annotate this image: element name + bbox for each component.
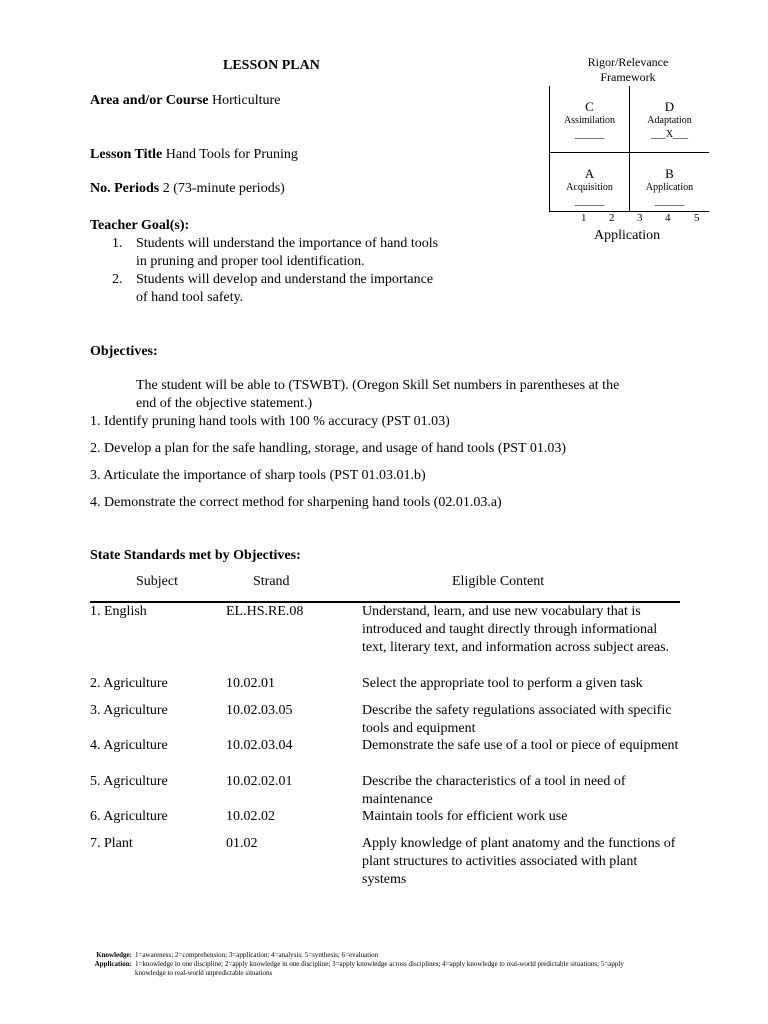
column-header-strand: Strand	[253, 574, 290, 589]
axis-tick: 2	[609, 212, 615, 224]
cell-subject: 4. Agriculture	[90, 738, 168, 753]
column-header-subject: Subject	[136, 574, 178, 589]
application-text: knowledge to real-world unpredictable situations	[135, 969, 273, 977]
area-label: Area and/or Course	[90, 93, 209, 108]
framework-title-line: Rigor/Relevance	[587, 55, 669, 69]
objective-item: 4. Demonstrate the correct method for sharpening hand tools (02.01.03.a)	[90, 495, 502, 510]
objectives-intro: end of the objective statement.)	[136, 396, 313, 411]
quadrant-word: Assimilation	[563, 115, 616, 126]
objective-item: 3. Articulate the importance of sharp tools (PST 01.03.01.b)	[90, 468, 426, 483]
cell-content: Describe the characteristics of a tool in need of maintenance	[362, 774, 626, 807]
cell-strand: 01.02	[226, 836, 258, 851]
axis-tick: 3	[637, 212, 643, 224]
cell-subject: 2. Agriculture	[90, 676, 168, 691]
cell-strand: EL.HS.RE.08	[226, 604, 304, 619]
goal-text: in pruning and proper tool identification.	[136, 254, 365, 269]
lesson-title-value: Hand Tools for Pruning	[165, 147, 298, 162]
cell-subject: 6. Agriculture	[90, 809, 168, 824]
cell-subject: 3. Agriculture	[90, 703, 168, 718]
goal-number: 1.	[112, 236, 123, 251]
teacher-goal-heading: Teacher Goal(s):	[90, 218, 190, 233]
cell-strand: 10.02.02	[226, 809, 275, 824]
application-text: 1=knowledge in one discipline; 2=apply knowledge in one discipline; 3=apply knowledge across disciplines; 4=apply knowledge to real-world predictable situations; 5=apply	[135, 960, 624, 968]
quadrant-letter: C	[585, 99, 594, 114]
periods-value: 2 (73-minute periods)	[162, 181, 285, 196]
standards-heading: State Standards met by Objectives:	[90, 548, 301, 563]
area-value: Horticulture	[211, 93, 281, 108]
quadrant-c	[550, 100, 629, 142]
periods-label: No. Periods	[90, 181, 160, 196]
quadrant-letter: A	[584, 166, 595, 181]
quadrant-letter: D	[664, 99, 675, 114]
goal-text: Students will develop and understand the importance	[136, 272, 434, 287]
periods-field	[90, 180, 285, 197]
cell-subject: 5. Agriculture	[90, 774, 168, 789]
quadrant-word: Acquisition	[566, 182, 613, 193]
cell-strand: 10.02.02.01	[226, 774, 293, 789]
framework-title	[548, 55, 708, 85]
quadrant-mark: ______	[574, 129, 605, 140]
cell-content: Understand, learn, and use new vocabulary that is introduced and taught directly through informational text, literary text, and information across subject areas.	[362, 604, 670, 655]
quadrant-a	[550, 167, 629, 209]
cell-content: Demonstrate the safe use of a tool or piece of equipment	[362, 738, 679, 753]
cell-content: Select the appropriate tool to perform a given task	[362, 676, 643, 691]
cell-content: Apply knowledge of plant anatomy and the functions of plant structures to activities associated with plant systems	[362, 836, 676, 887]
axis-label: Application	[594, 228, 661, 243]
cell-subject: 7. Plant	[90, 836, 133, 851]
framework-title-line: Framework	[600, 70, 656, 84]
cell-content: Maintain tools for efficient work use	[362, 809, 568, 824]
knowledge-label: Knowledge:	[96, 951, 132, 959]
quadrant-d	[630, 100, 709, 142]
quadrant-mark: ___X___	[650, 129, 689, 140]
axis-tick: 5	[694, 212, 700, 224]
page-title: LESSON PLAN	[223, 58, 320, 73]
axis-tick: 4	[665, 212, 671, 224]
application-label: Application:	[94, 960, 132, 968]
footer-legend	[90, 951, 624, 978]
column-header-content: Eligible Content	[452, 574, 545, 589]
quadrant-b	[630, 167, 709, 209]
cell-strand: 10.02.03.04	[226, 738, 293, 753]
quadrant-letter: B	[665, 166, 674, 181]
objectives-heading: Objectives:	[90, 344, 158, 359]
lesson-title-label: Lesson Title	[90, 147, 163, 162]
grid-line	[549, 152, 709, 153]
goal-text: Students will understand the importance of hand tools	[136, 236, 439, 251]
objective-item: 2. Develop a plan for the safe handling, storage, and usage of hand tools (PST 01.03)	[90, 441, 567, 456]
knowledge-text: 1=awareness; 2=comprehension; 3=application; 4=analysis; 5=synthesis; 6=evaluation	[135, 951, 379, 959]
quadrant-mark: ______	[574, 196, 605, 207]
objective-item: 1. Identify pruning hand tools with 100 % accuracy (PST 01.03)	[90, 414, 450, 429]
grid-line	[549, 211, 709, 212]
goal-text: of hand tool safety.	[136, 290, 244, 305]
cell-subject: 1. English	[90, 604, 147, 619]
axis-tick: 1	[581, 212, 587, 224]
objectives-intro: The student will be able to (TSWBT). (Oregon Skill Set numbers in parentheses at the	[136, 378, 620, 393]
cell-strand: 10.02.01	[226, 676, 275, 691]
quadrant-word: Adaptation	[647, 115, 692, 126]
goal-number: 2.	[112, 272, 123, 287]
area-field	[90, 92, 280, 109]
cell-content: Describe the safety regulations associated with specific tools and equipment	[362, 703, 672, 736]
lesson-title-field	[90, 146, 298, 163]
quadrant-word: Application	[645, 182, 694, 193]
cell-strand: 10.02.03.05	[226, 703, 293, 718]
quadrant-mark: ______	[654, 196, 685, 207]
